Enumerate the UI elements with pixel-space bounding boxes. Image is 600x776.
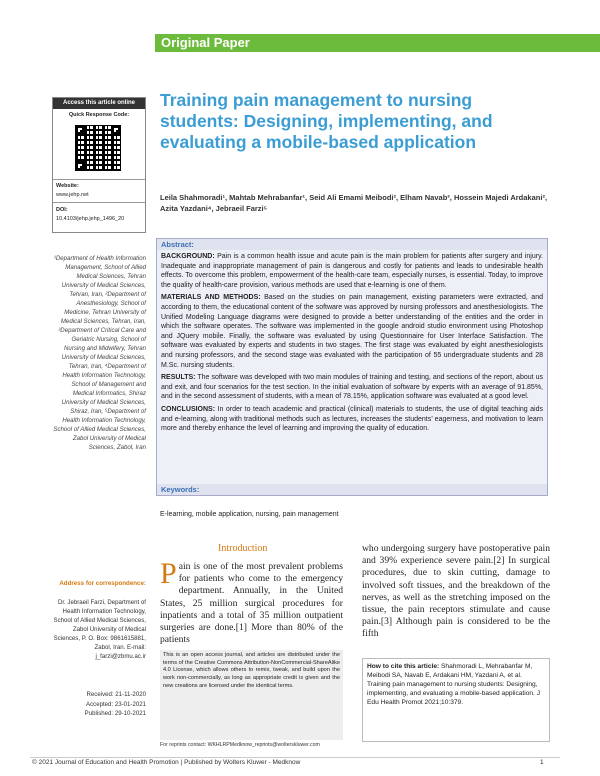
qr-label: Quick Response Code: bbox=[68, 112, 130, 118]
date-published: Published: 29-10-2021 bbox=[84, 710, 146, 717]
qr-code-icon[interactable] bbox=[75, 125, 121, 171]
footer-text: © 2021 Journal of Education and Health Promotion | Published by Wolters Kluwer - Medknow bbox=[32, 759, 301, 766]
access-header: Access this article online bbox=[53, 98, 145, 109]
correspondence-body: Dr. Jebraeil Farzi, Department of Health Information Technology, School of Allied Medical Sciences, Zabol University of Medical Sciences, P. O. Box: 9861615881, Zabol, Iran. E-mail: j_farzi@zbmu.ac.ir bbox=[53, 599, 146, 660]
correspondence-header: Address for correspondence: bbox=[59, 580, 146, 587]
abstract-header: Abstract: bbox=[157, 239, 547, 250]
intro-column-2: who undergoing surgery have postoperative pain and 39% experience severe pain.[2] In surgical procedures, due to skin cutting, damage to involved soft tissues, and the breakdown of the nerves, as well as the stretching imposed on the tissue, the pain receptors stimulate and cause pain.[3] Although pain is considered to be the fifth bbox=[362, 543, 550, 640]
abstract-background: BACKGROUND: Pain is a common health issue and acute pain is the main problem for patients after surgery and injury. Inadequate and inappropriate management of pain is dangerous and costly for patients and leads to undesirable health effects. To overcome this problem, empowerment of the health-care team, especially nurses, is essential. Today, to improve the quality of health-care provision, various methods are used that e-learning is one of them. bbox=[161, 253, 543, 289]
citation-text: Shahmoradi L, Mehrabanfar M, Meibodi SA, Navab E, Ardakani HM, Yazdani A, et al. Training pain management to nursing students: Designing, implementing, and evaluating a mobile-based application. J Edu Health Promot 2021;10:379. bbox=[367, 663, 541, 706]
article-title: Training pain management to nursing students: Designing, implementing, and evaluating a mobile-based application bbox=[160, 90, 493, 152]
reprints-contact[interactable]: For reprints contact: WKHLRPMedknow_reprints@wolterskluwer.com bbox=[160, 742, 320, 748]
license-box: This is an open access journal, and articles are distributed under the terms of the Creative Commons Attribution-NonCommercial-ShareAlike 4.0 License, which allows others to remix, tweak, and build upon the work non-commercially, as long as appropriate credit is given and the new creations are licensed under the identical terms. bbox=[160, 650, 343, 740]
drop-cap: P bbox=[160, 557, 177, 590]
access-online-box bbox=[52, 97, 146, 233]
intro-column-1: Pain is one of the most prevalent problems for patients who come to the emergency department. Annually, in the United States, 25 million surgical procedures for inpatients and a total of 35 million outpatient surgeries are done.[1] More than 80% of the patients bbox=[160, 557, 343, 646]
keywords-header: Keywords: bbox=[157, 484, 547, 495]
abstract-methods: MATERIALS AND METHODS: Based on the studies on pain management, existing parameters were extracted, and according to them, the educational content of the software was approved by nursing professors and anesthesiologists. The Unified Modeling Language diagrams were designed to provide a better understanding of the entities and the order in which the software operates. The software was implemented in the google android studio environment using Photoshop and JQuery mobile. Finally, the software was evaluated by using Questionnaire for User Interface Satisfaction. The software was evaluated by experts and students in two stages. The first stage was evaluated by eight anesthesiologists and nursing professors, and the second stage was evaluated with the participation of 55 undergraduate students and 28 M.Sc. nursing students. bbox=[161, 294, 543, 369]
intro-heading: Introduction bbox=[218, 543, 268, 554]
footer-divider bbox=[30, 757, 560, 758]
abstract-box bbox=[156, 238, 548, 496]
background-label: BACKGROUND: bbox=[161, 253, 215, 260]
date-accepted: Accepted: 23-01-2021 bbox=[86, 700, 146, 708]
doi-link[interactable]: 10.4103/jehp.jehp_1496_20 bbox=[56, 216, 125, 222]
abstract-conclusions: CONCLUSIONS: In order to teach academic and practical (clinical) materials to students, the use of digital teaching aids and e-learning, along with traditional methods such as lectures, increases the students’ eagerness, and motivation to learn more and thereby enhance the level of learning and improving the quality of education. bbox=[161, 405, 543, 433]
website-label: Website: bbox=[56, 183, 79, 189]
article-type-banner: Original Paper bbox=[155, 34, 600, 52]
website-link[interactable]: www.jehp.net bbox=[56, 192, 89, 198]
how-to-cite-box bbox=[362, 658, 550, 742]
results-label: RESULTS: bbox=[161, 374, 196, 382]
keywords: E-learning, mobile application, nursing, pain management bbox=[160, 511, 339, 518]
how-to-cite-label: How to cite this article: bbox=[367, 663, 440, 670]
affiliations: ¹Department of Health Information Management, School of Allied Medical Sciences, Tehran University of Medical Sciences, Tehran, Iran, ²Department of Anesthesiology, School of Medicine, Tehran University of Medical Sciences, Tehran, Iran, ³Department of Critical Care and Geriatric Nursing, School of Nursing and Midwifery, Tehran University of Medical Sciences, Tehran, Iran, ⁴Department of Health Information Technology, School of Management and Medical Informatics, Shiraz University of Medical Sciences, Shiraz, Iran, ⁵Department of Health Information Technology, School of Allied Medical Sciences, Zabol University of Medical Sciences, Zabol, Iran bbox=[53, 255, 146, 451]
doi-label: DOI: bbox=[56, 207, 68, 213]
conclusions-label: CONCLUSIONS: bbox=[161, 405, 216, 413]
article-dates bbox=[52, 690, 146, 719]
date-received: Received: 21-11-2020 bbox=[86, 691, 146, 698]
methods-label: MATERIALS AND METHODS: bbox=[161, 294, 261, 302]
page-number: 1 bbox=[540, 759, 544, 766]
abstract-results: RESULTS: The software was developed with two main modules of training and testing, and sections of the report, about us and exit, and four scenarios for the test section. In the initial evaluation of software by experts with an average of 91.85%, and in the second assessment of students, with a mean of 78.15%, application software was evaluated at a good level. bbox=[161, 374, 543, 401]
author-list: Leila Shahmoradi¹, Mahtab Mehrabanfar¹, Seid Ali Emami Meibodi², Elham Navab³, Hossein Majedi Ardakani², Azita Yazdani⁴, Jebraeil Farzi⁵ bbox=[160, 193, 548, 213]
